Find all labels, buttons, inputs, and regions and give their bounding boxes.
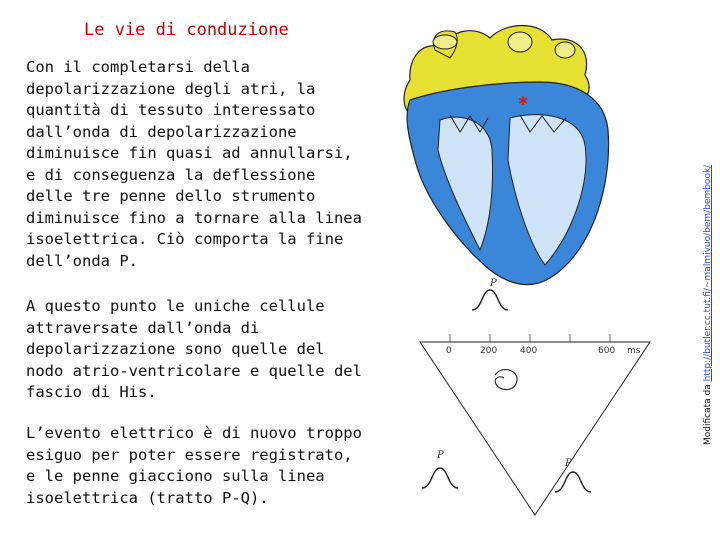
paragraph-av-node: A questo punto le uniche cellule attraversate dall’onda di depolarizzazione sono quelle del nodo atrio-ventricolare e quelle del fascio di His. [26, 297, 362, 401]
timeline-label-200: 200 [480, 346, 498, 356]
p-wave-top [472, 290, 508, 310]
lead-top [472, 278, 508, 310]
heart-ecg-svg [380, 20, 690, 530]
vessel-opening-3 [555, 42, 575, 58]
paragraph-pq-segment: L’evento elettrico è di nuovo troppo esiguo per poter essere registrato, e le penne giacciono sulla linea isoelettrica (tratto P-Q). [26, 424, 362, 507]
credit-link[interactable]: http://butler.cc.tut.fi/~malmivuo/bem/bembook/ [703, 164, 713, 382]
lead-right [555, 458, 591, 492]
av-node-marker: ✱ [518, 94, 529, 108]
slide-title: Le vie di conduzione [84, 20, 289, 40]
p-wave-right [555, 472, 591, 492]
heart-illustration [404, 26, 609, 285]
image-credit [703, 5, 713, 445]
paragraph-p-wave-end: Con il completarsi della depolarizzazione degli atri, la quantità di tessuto interessato dall’onda di depolarizzazione diminuisce fin quasi ad annullarsi, e di conseguenza la deflessione delle tre penne dello strumento diminuisce fino a tornare alla linea isoelettrica. Ciò comporta la fine dell’onda P. [26, 58, 362, 270]
timeline [425, 334, 650, 356]
heart-ecg-figure [380, 20, 690, 530]
triangle-outline [420, 342, 650, 515]
vessel-opening-2 [508, 32, 532, 52]
timeline-label-0: 0 [446, 346, 452, 356]
timeline-label-400: 400 [520, 346, 538, 356]
vector-loop [495, 370, 517, 390]
vessel-opening-1 [433, 35, 457, 49]
timeline-label-ms: ms [627, 346, 641, 356]
timeline-ticks [450, 334, 610, 342]
wave-label-left: P [437, 450, 444, 461]
timeline-label-600: 600 [598, 346, 616, 356]
einthoven-triangle [420, 342, 650, 515]
p-wave-left [422, 468, 458, 488]
credit-prefix: Modificata da [703, 384, 713, 445]
wave-label-right: P [565, 458, 572, 469]
wave-label-top: P [490, 278, 497, 289]
lead-left [422, 450, 458, 488]
